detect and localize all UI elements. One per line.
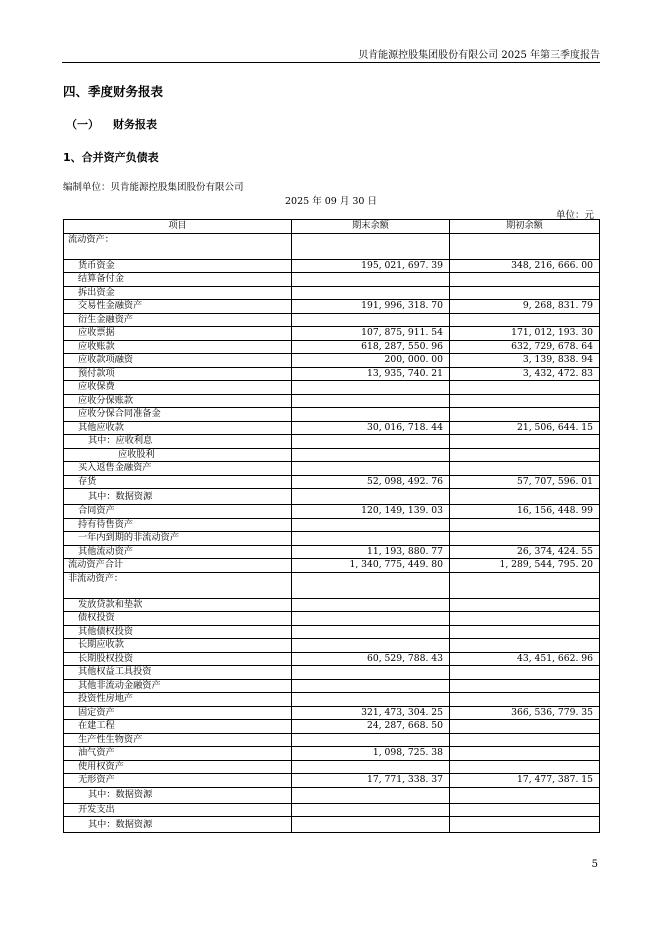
report-date: 2025 年 09 月 30 日 [285,196,377,207]
row-end-balance: 618, 287, 550. 96 [292,340,450,354]
table-row [64,381,600,395]
table-row [64,394,600,408]
row-label: 拆出资金 [64,286,292,300]
table-row [64,367,600,381]
row-begin-balance [450,598,600,612]
row-label: 其中：数据资源 [64,489,292,505]
table-row [64,273,600,287]
table-row [64,747,600,761]
row-end-balance: 107, 875, 911. 54 [292,327,450,341]
page-number: 5 [591,859,598,870]
row-label: 油气资产 [64,747,292,761]
table-row [64,639,600,653]
row-end-balance: 191, 996, 318. 70 [292,300,450,314]
table-row [64,774,600,788]
row-end-balance [292,639,450,653]
row-label: 应收票据 [64,327,292,341]
row-label: 其他非流动金融资产 [64,679,292,693]
subsection-number: （一） [66,118,99,131]
table-row [64,408,600,422]
row-end-balance [292,787,450,803]
row-end-balance: 200, 000. 00 [292,354,450,368]
table-row [64,559,600,573]
table-row [64,327,600,341]
row-begin-balance: 366, 536, 779. 35 [450,706,600,720]
row-begin-balance: 57, 707, 596. 01 [450,475,600,489]
table-row [64,518,600,532]
row-label: 应收保费 [64,381,292,395]
row-end-balance: 1, 340, 775, 449. 80 [292,559,450,573]
row-begin-balance [450,532,600,546]
row-end-balance [292,448,450,462]
row-begin-balance [450,394,600,408]
row-begin-balance: 16, 156, 448. 99 [450,505,600,519]
row-end-balance [292,733,450,747]
row-end-balance [292,394,450,408]
row-end-balance: 60, 529, 788. 43 [292,652,450,666]
row-begin-balance [450,572,600,598]
row-label: 应收分保账款 [64,394,292,408]
table-row [64,462,600,476]
table-row [64,340,600,354]
row-end-balance [292,612,450,626]
table-row [64,598,600,612]
table-row [64,300,600,314]
row-label: 生产性生物资产 [64,733,292,747]
row-begin-balance [450,625,600,639]
row-begin-balance [450,313,600,327]
row-end-balance [292,572,450,598]
row-label: 开发支出 [64,803,292,817]
row-begin-balance: 3, 432, 472. 83 [450,367,600,381]
row-label: 其他流动资产 [64,545,292,559]
row-end-balance [292,273,450,287]
row-label: 合同资产 [64,505,292,519]
row-begin-balance [450,720,600,734]
row-begin-balance: 17, 477, 387. 15 [450,774,600,788]
row-label: 其他债权投资 [64,625,292,639]
row-end-balance: 13, 935, 740. 21 [292,367,450,381]
row-label: 应收款项融资 [64,354,292,368]
table-row [64,733,600,747]
table-row [64,679,600,693]
table-row [64,572,600,598]
table-row [64,233,600,259]
row-begin-balance [450,760,600,774]
row-label: 非流动资产： [64,572,292,598]
row-label: 货币资金 [64,259,292,273]
row-begin-balance: 1, 289, 544, 795. 20 [450,559,600,573]
row-end-balance [292,233,450,259]
table-row [64,448,600,462]
row-begin-balance [450,448,600,462]
balance-sheet-table [63,219,600,833]
row-label: 固定资产 [64,706,292,720]
row-begin-balance [450,233,600,259]
row-begin-balance [450,817,600,833]
table-row [64,666,600,680]
row-begin-balance: 26, 374, 424. 55 [450,545,600,559]
row-end-balance [292,408,450,422]
row-begin-balance [450,286,600,300]
row-end-balance: 321, 473, 304. 25 [292,706,450,720]
table-row [64,706,600,720]
row-label: 其中：应收利息 [64,435,292,449]
row-begin-balance [450,462,600,476]
row-begin-balance [450,408,600,422]
table-row [64,787,600,803]
table-row [64,435,600,449]
row-end-balance [292,760,450,774]
row-end-balance [292,693,450,707]
table-row [64,803,600,817]
column-header-end: 期末余额 [292,220,450,234]
row-label: 长期股权投资 [64,652,292,666]
row-end-balance [292,286,450,300]
row-begin-balance [450,693,600,707]
table-row [64,286,600,300]
table-title: 1、合并资产负债表 [63,151,159,164]
table-row [64,475,600,489]
row-label: 买入返售金融资产 [64,462,292,476]
section-title: 四、季度财务报表 [63,84,164,99]
table-row [64,505,600,519]
row-end-balance [292,381,450,395]
row-begin-balance [450,518,600,532]
row-begin-balance [450,639,600,653]
table-row [64,532,600,546]
row-label: 其他应收款 [64,421,292,435]
table-row [64,693,600,707]
row-end-balance [292,666,450,680]
currency-unit: 单位：元 [555,210,594,221]
row-end-balance: 52, 098, 492. 76 [292,475,450,489]
row-label: 其中：数据资源 [64,817,292,833]
row-begin-balance [450,666,600,680]
row-label: 预付款项 [64,367,292,381]
row-label: 衍生金融资产 [64,313,292,327]
row-begin-balance [450,612,600,626]
row-end-balance [292,435,450,449]
row-label: 无形资产 [64,774,292,788]
row-end-balance: 30, 016, 718. 44 [292,421,450,435]
table-row [64,612,600,626]
report-header: 贝肯能源控股集团股份有限公司 2025 年第三季度报告 [358,50,600,61]
table-row [64,489,600,505]
table-header-row [64,220,600,234]
row-end-balance [292,625,450,639]
row-end-balance [292,518,450,532]
row-label: 其他权益工具投资 [64,666,292,680]
row-end-balance [292,532,450,546]
row-begin-balance [450,747,600,761]
row-label: 结算备付金 [64,273,292,287]
row-begin-balance [450,733,600,747]
subsection-title: 财务报表 [113,118,157,131]
row-end-balance: 24, 287, 668. 50 [292,720,450,734]
row-label: 流动资产： [64,233,292,259]
table-row [64,313,600,327]
row-begin-balance [450,803,600,817]
row-label: 在建工程 [64,720,292,734]
row-begin-balance: 171, 012, 193. 30 [450,327,600,341]
table-row [64,720,600,734]
row-begin-balance: 9, 268, 831. 79 [450,300,600,314]
row-label: 存货 [64,475,292,489]
compiler-unit: 编制单位：贝肯能源控股集团股份有限公司 [63,182,244,193]
row-begin-balance: 43, 451, 662. 96 [450,652,600,666]
row-end-balance [292,817,450,833]
row-label: 持有待售资产 [64,518,292,532]
row-end-balance: 17, 771, 338. 37 [292,774,450,788]
row-end-balance: 195, 021, 697. 39 [292,259,450,273]
row-label: 长期应收款 [64,639,292,653]
row-begin-balance [450,435,600,449]
row-end-balance: 120, 149, 139. 03 [292,505,450,519]
row-begin-balance [450,273,600,287]
row-label: 应收股利 [64,448,292,462]
row-end-balance [292,598,450,612]
row-label: 流动资产合计 [64,559,292,573]
row-begin-balance [450,787,600,803]
table-row [64,817,600,833]
row-label: 使用权资产 [64,760,292,774]
table-row [64,354,600,368]
row-label: 债权投资 [64,612,292,626]
row-label: 其中：数据资源 [64,787,292,803]
row-end-balance [292,679,450,693]
table-row [64,625,600,639]
table-row [64,652,600,666]
row-label: 一年内到期的非流动资产 [64,532,292,546]
table-row [64,760,600,774]
row-label: 投资性房地产 [64,693,292,707]
row-end-balance [292,313,450,327]
row-end-balance: 11, 193, 880. 77 [292,545,450,559]
table-row [64,545,600,559]
table-row [64,259,600,273]
header-rule [62,62,600,63]
subsection-heading [66,116,157,132]
row-begin-balance [450,489,600,505]
row-label: 发放贷款和垫款 [64,598,292,612]
row-label: 应收分保合同准备金 [64,408,292,422]
row-begin-balance [450,381,600,395]
row-end-balance [292,489,450,505]
row-end-balance: 1, 098, 725. 38 [292,747,450,761]
table-row [64,421,600,435]
row-end-balance [292,462,450,476]
row-label: 交易性金融资产 [64,300,292,314]
row-label: 应收账款 [64,340,292,354]
column-header-item: 项目 [64,220,292,234]
row-end-balance [292,803,450,817]
row-begin-balance: 21, 506, 644. 15 [450,421,600,435]
row-begin-balance: 348, 216, 666. 00 [450,259,600,273]
row-begin-balance: 3, 139, 838. 94 [450,354,600,368]
column-header-begin: 期初余额 [450,220,600,234]
row-begin-balance [450,679,600,693]
row-begin-balance: 632, 729, 678. 64 [450,340,600,354]
